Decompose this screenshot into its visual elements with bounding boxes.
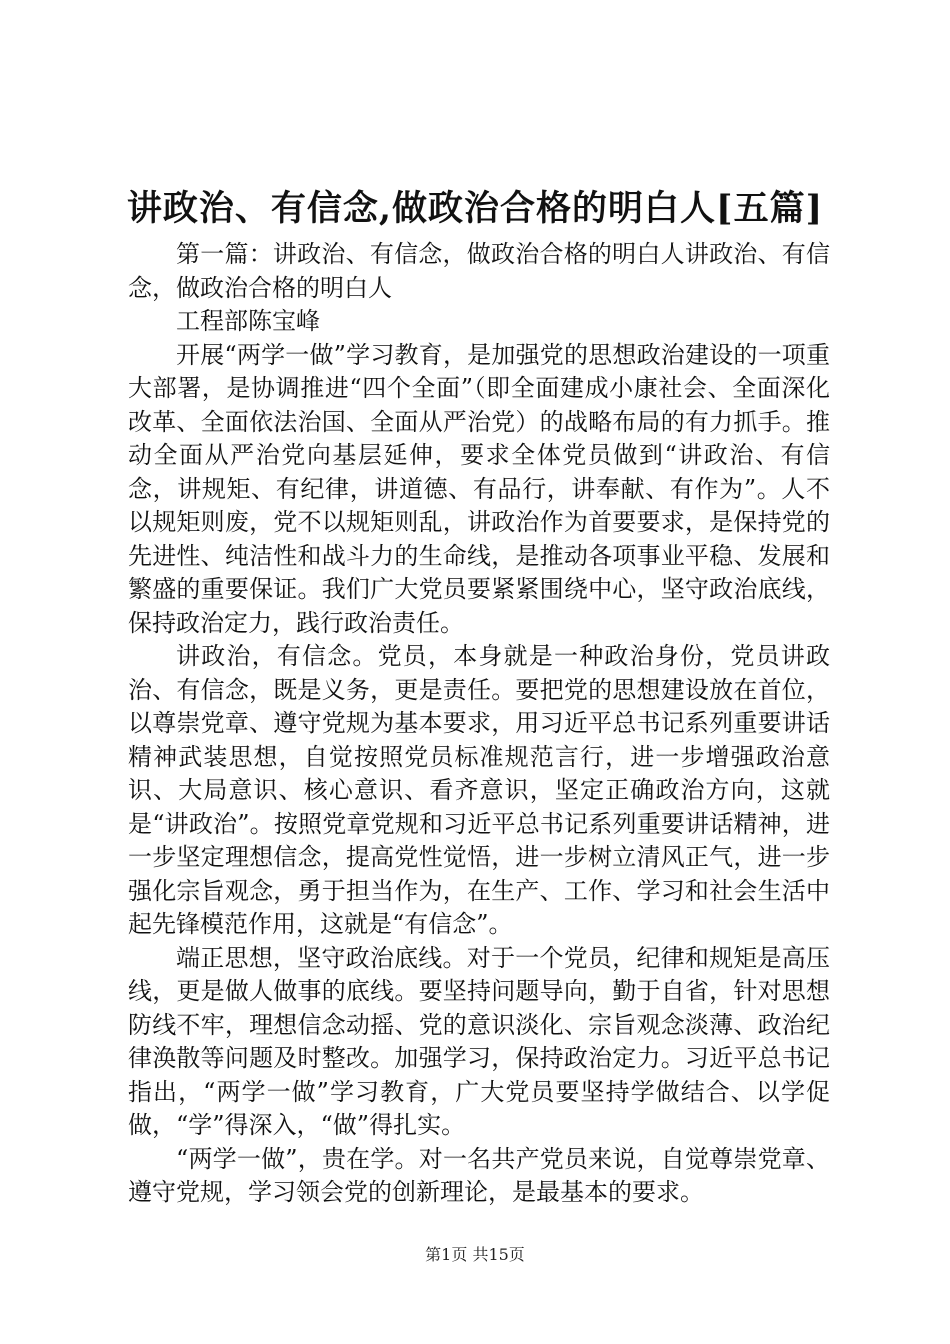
page-number-footer: 第1页 共15页 bbox=[425, 1245, 525, 1264]
author-line: 工程部陈宝峰 bbox=[176, 307, 320, 335]
body-paragraph: 端正思想，坚守政治底线。对于一个党员，纪律和规矩是高压线，更是做人做事的底线。要坚持问题导向，勤于自省，针对思想防线不牢，理想信念动摇、党的意识淡化、宗旨观念淡薄、政治纪律涣散等问题及时整改。加强学习，保持政治定力。习近平总书记指出，“两学一做”学习教育，广大党员要坚持学做结合、以学促做，“学”得深入，“做”得扎实。 bbox=[128, 943, 830, 1139]
body-paragraph: “两学一做”，贵在学。对一名共产党员来说，自觉尊崇党章、遵守党规，学习领会党的创新理论，是最基本的要求。 bbox=[128, 1144, 830, 1206]
document-body bbox=[128, 238, 830, 1210]
document-title: 讲政治、有信念,做政治合格的明白人[五篇] bbox=[126, 188, 824, 229]
body-paragraph: 开展“两学一做”学习教育，是加强党的思想政治建设的一项重大部署，是协调推进“四个全面”（即全面建成小康社会、全面深化改革、全面依法治国、全面从严治党）的战略布局的有力抓手。推动全面从严治党向基层延伸，要求全体党员做到“讲政治、有信念，讲规矩、有纪律，讲道德、有品行，讲奉献、有作为”。人不以规矩则废，党不以规矩则乱，讲政治作为首要要求，是保持党的先进性、纯洁性和战斗力的生命线，是推动各项事业平稳、发展和繁盛的重要保证。我们广大党员要紧紧围绕中心，坚守政治底线，保持政治定力，践行政治责任。 bbox=[128, 340, 830, 637]
section-heading-line: 第一篇：讲政治、有信念，做政治合格的明白人讲政治、有信念，做政治合格的明白人 bbox=[128, 240, 830, 302]
body-paragraph: 讲政治，有信念。党员，本身就是一种政治身份，党员讲政治、有信念，既是义务，更是责任。要把党的思想建设放在首位，以尊崇党章、遵守党规为基本要求，用习近平总书记系列重要讲话精神武装思想，自觉按照党员标准规范言行，进一步增强政治意识、大局意识、核心意识、看齐意识，坚定正确政治方向，这就是“讲政治”。按照党章党规和习近平总书记系列重要讲话精神，进一步坚定理想信念，提高党性觉悟，进一步树立清风正气，进一步强化宗旨观念，勇于担当作为，在生产、工作、学习和社会生活中起先锋模范作用，这就是“有信念”。 bbox=[128, 642, 830, 938]
